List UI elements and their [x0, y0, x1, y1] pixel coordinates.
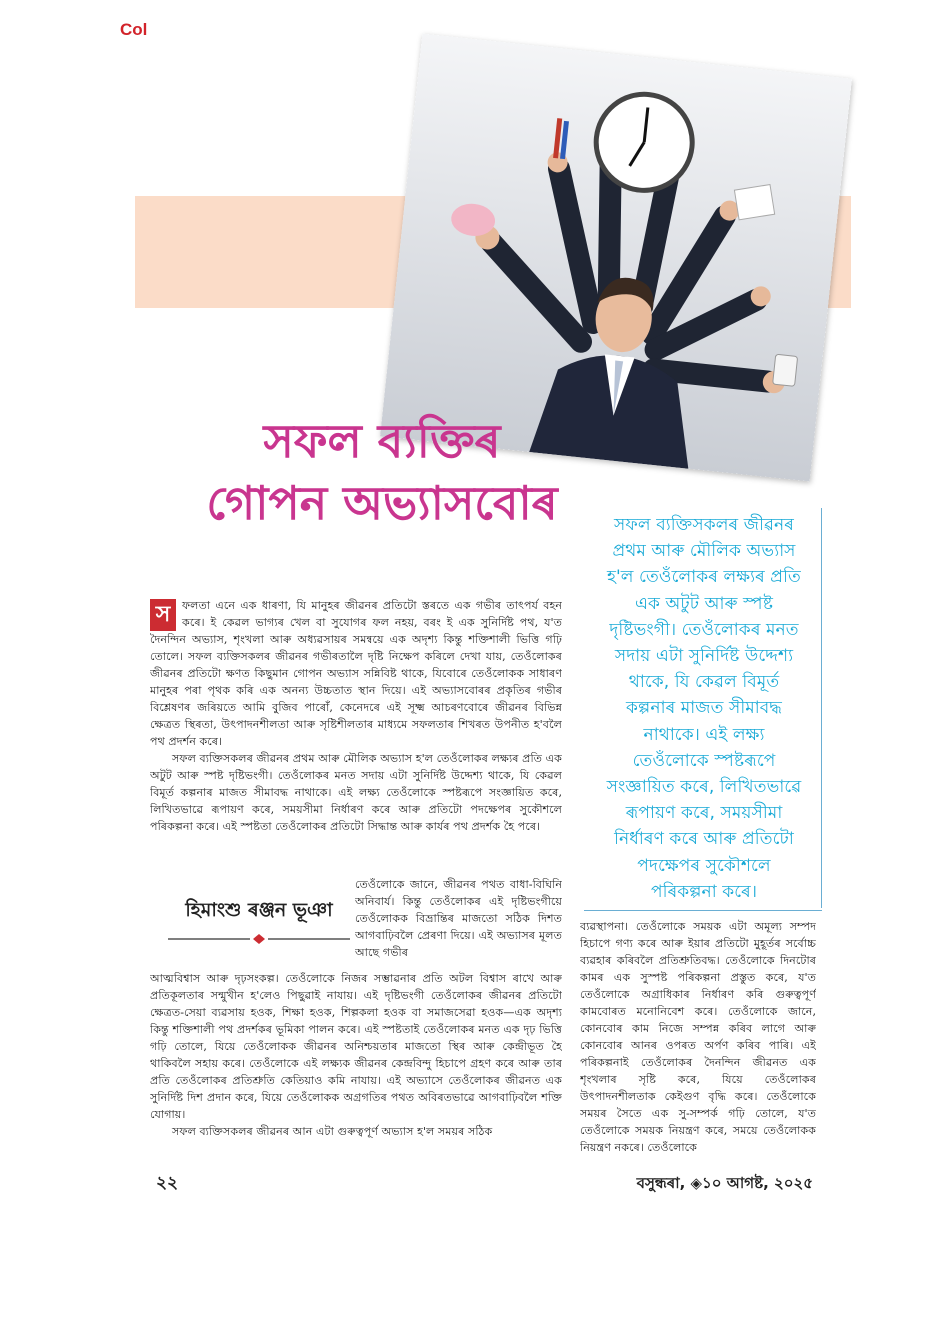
pull-quote-line: এক অটুট আৰু স্পষ্ট: [634, 593, 774, 614]
pull-quote-line: সদায় এটা সুনিৰ্দিষ্ট উদ্দেশ্য: [614, 646, 794, 667]
pull-quote-line: প্ৰথম আৰু মৌলিক অভ্যাস: [612, 541, 796, 562]
pull-quote-line: পৰিকল্পনা কৰে।: [650, 881, 758, 902]
pull-quote-line: ৰূপায়ণ কৰে, সময়সীমা: [625, 803, 783, 824]
corner-col-mark: Col: [120, 20, 148, 39]
article-body-column-1c: [150, 970, 562, 1156]
pull-quote-line: পদক্ষেপৰ সুকৌশলে: [637, 855, 771, 876]
body-paragraph-1: ফলতা এনে এক ধাৰণা, যি মানুহৰ জীৱনৰ প্ৰতিটো স্তৰতে এক গভীৰ তাৎপৰ্য বহন কৰে। ই কেৱল ভাগ্যৰ খেল বা সুযোগৰ ফল নহয়, বৰং ই এক সুনিৰ্দিষ্ট পথ, য'ত দৈনন্দিন অভ্যাস, শৃংখলা আৰু অধ্যৱসায়ৰ সমন্বয়ে এক অদৃশ্য কিন্তু শক্তিশালী ভিত্তি গঢ়ি তোলে। সফল ব্যক্তিসকলৰ জীৱনৰ গভীৰতালৈ দৃষ্টি নিক্ষেপ কৰিলে দেখা যায়, তেওঁলোকৰ জীৱনৰ প্ৰতিটো ক্ষণত কিছুমান গোপন অভ্যাস সন্নিবিষ্ট থাকে, যিবোৰে তেওঁলোকক সাধাৰণ মানুহৰ পৰা পৃথক কৰি এক অনন্য উচ্চতাত স্থান দিয়ে। এই অভ্যাসবোৰৰ প্ৰকৃতিৰ গভীৰ বিশ্লেষণৰ জৰিয়তে আমি বুজিব পাৰোঁ, কেনেদৰে এই সূক্ষ্ম আচৰণবোৰে জীৱনৰ বিভিন্ন ক্ষেত্ৰত স্থিৰতা, উৎপাদনশীলতা আৰু সৃষ্টিশীলতাৰ মাধ্যমে সফলতাৰ শিখৰত উপনীত হ'বলৈ পথ প্ৰদৰ্শন কৰে।: [150, 599, 562, 748]
body-paragraph-4: আত্মবিশ্বাস আৰু দৃঢ়সংকল্প। তেওঁলোকে নিজৰ সম্ভাৱনাৰ প্ৰতি অটল বিশ্বাস ৰাখে আৰু প্ৰতিকূলতাৰ সন্মুখীন হ'লেও পিছুৱাই নাযায়। এই দৃষ্টিভংগী তেওঁলোকৰ জীৱনৰ প্ৰতিটো ক্ষেত্ৰত-সেয়া ব্যৱসায় হওক, শিক্ষা হওক, শিল্পকলা হওক বা সমাজসেৱা হওক—এক অদৃশ্য কিন্তু শক্তিশালী পথ প্ৰদৰ্শকৰ ভূমিকা পালন কৰে। এই স্পষ্টতাই তেওঁলোকৰ মনত এক দৃঢ় ভিত্তি গঢ়ি তোলে, যিয়ে তেওঁলোকক জীৱনৰ অনিশ্চয়তাৰ মাজতো স্থিৰ আৰু কেন্দ্ৰীভূত হৈ থাকিবলৈ সহায় কৰে। তেওঁলোকে এই লক্ষ্যক জীৱনৰ কেন্দ্ৰবিন্দু হিচাপে গ্ৰহণ কৰে আৰু তাৰ প্ৰতি তেওঁলোকৰ প্ৰতিশ্ৰুতি কেতিয়াও কমি নাযায়। এই অভ্যাসে তেওঁলোকৰ জীৱনত এক সুনিৰ্দিষ্ট দিশ প্ৰদান কৰে, যিয়ে তেওঁলোকক অগ্ৰগতিৰ পথত অবিৰতভাৱে আগবাঢ়িবলৈ শক্তি যোগায়।: [150, 972, 562, 1121]
pull-quote-line: কল্পনাৰ মাজত সীমাবদ্ধ: [626, 698, 782, 719]
article-title: [152, 410, 612, 534]
pull-quote-line: থাকে, যি কেৱল বিমূৰ্ত: [628, 672, 780, 693]
article-body-column-1b: [355, 876, 562, 970]
author-byline: হিমাংশু ৰঞ্জন ভূঞা: [185, 899, 333, 921]
publication-footer: বসুন্ধৰা, ◈১০ আগষ্ট, ২০২৫: [636, 1174, 813, 1192]
pull-quote-line: সংজ্ঞায়িত কৰে, লিখিতভাৱে: [606, 777, 802, 798]
pull-quote: [586, 512, 822, 905]
pull-quote-line: নাথাকে। এই লক্ষ্য: [643, 724, 765, 745]
body-paragraph-2: সফল ব্যক্তিসকলৰ জীৱনৰ প্ৰথম আৰু মৌলিক অভ্যাস হ'ল তেওঁলোকৰ লক্ষ্যৰ প্ৰতি এক অটুট আৰু স্পষ্ট দৃষ্টিভংগী। তেওঁলোকৰ মনত সদায় এটা সুনিৰ্দিষ্ট উদ্দেশ্য থাকে, যি কেৱল বিমূৰ্ত কল্পনাৰ মাজত সীমাবদ্ধ নাথাকে। এই লক্ষ্য তেওঁলোকে স্পষ্টৰূপে সংজ্ঞায়িত কৰে, লিখিতভাৱে ৰূপায়ণ কৰে, সময়সীমা নিৰ্ধাৰণ কৰে আৰু প্ৰতিটো পদক্ষেপৰ সুকৌশলে পৰিকল্পনা কৰে। এই স্পষ্টতা তেওঁলোকৰ প্ৰতিটো সিদ্ধান্ত আৰু কাৰ্যৰ পথ প্ৰদৰ্শক হৈ পৰে।: [150, 752, 562, 833]
page-number: ২২: [156, 1173, 179, 1193]
pull-quote-rule-bottom: [584, 910, 822, 911]
drop-cap: স: [150, 599, 176, 631]
body-paragraph-3: তেওঁলোকে জানে, জীৱনৰ পথত বাধা-বিঘিনি অনিবাৰ্য। কিন্তু তেওঁলোকৰ এই দৃষ্টিভংগীয়ে তেওঁলোকক বিভ্ৰান্তিৰ মাজতো সঠিক দিশত আগবাঢ়িবলৈ প্ৰেৰণা দিয়ে। এই অভ্যাসৰ মূলত আছে গভীৰ: [355, 878, 562, 959]
title-line-1: সফল ব্যক্তিৰ: [263, 414, 501, 468]
pull-quote-line: নিৰ্ধাৰণ কৰে আৰু প্ৰতিটো: [614, 829, 794, 850]
pull-quote-line: তেওঁলোকে স্পষ্টৰূপে: [632, 750, 776, 771]
article-body-column-2: [580, 918, 816, 1164]
pull-quote-line: দৃষ্টিভংগী। তেওঁলোকৰ মনত: [609, 619, 799, 640]
pull-quote-line: সফল ব্যক্তিসকলৰ জীৱনৰ: [614, 515, 794, 535]
title-line-2: গোপন অভ্যাসবোৰ: [206, 476, 558, 530]
body-paragraph-6: ব্যৱস্থাপনা। তেওঁলোকে সময়ক এটা অমূল্য সম্পদ হিচাপে গণ্য কৰে আৰু ইয়াৰ প্ৰতিটো মুহূৰ্তৰ সৰ্বোচ্চ ব্যৱহাৰ কৰিবলৈ প্ৰতিশ্ৰুতিবদ্ধ। তেওঁলোকে দিনটোৰ কামৰ এক সুস্পষ্ট পৰিকল্পনা প্ৰস্তুত কৰে, য'ত তেওঁলোকে অগ্ৰাধিকাৰ নিৰ্ধাৰণ কৰি গুৰুত্বপূৰ্ণ কামবোৰত মনোনিবেশ কৰে। তেওঁলোকে জানে, কোনবোৰ কাম নিজে সম্পন্ন কৰিব লাগে আৰু কোনবোৰ আনৰ ওপৰত অৰ্পণ কৰিব পাৰি। এই পৰিকল্পনাই তেওঁলোকৰ দৈনন্দিন জীৱনত এক শৃংখলাৰ সৃষ্টি কৰে, যিয়ে তেওঁলোকৰ উৎপাদনশীলতাক কেইগুণ বৃদ্ধি কৰে। তেওঁলোকে সময়ৰ সৈতে এক সু-সম্পৰ্ক গঢ়ি তোলে, য'ত তেওঁলোকে সময়ক নিয়ন্ত্ৰণ কৰে, সময়ে তেওঁলোকক নিয়ন্ত্ৰণ নকৰে। তেওঁলোকে: [580, 920, 816, 1154]
article-body-column-1: [150, 597, 562, 875]
pull-quote-rule: [821, 508, 822, 908]
byline-divider-ornament: [168, 934, 350, 944]
body-paragraph-5: সফল ব্যক্তিসকলৰ জীৱনৰ আন এটা গুৰুত্বপূৰ্ণ অভ্যাস হ'ল সময়ৰ সঠিক: [172, 1125, 493, 1138]
pull-quote-line: হ'ল তেওঁলোকৰ লক্ষ্যৰ প্ৰতি: [607, 567, 801, 588]
